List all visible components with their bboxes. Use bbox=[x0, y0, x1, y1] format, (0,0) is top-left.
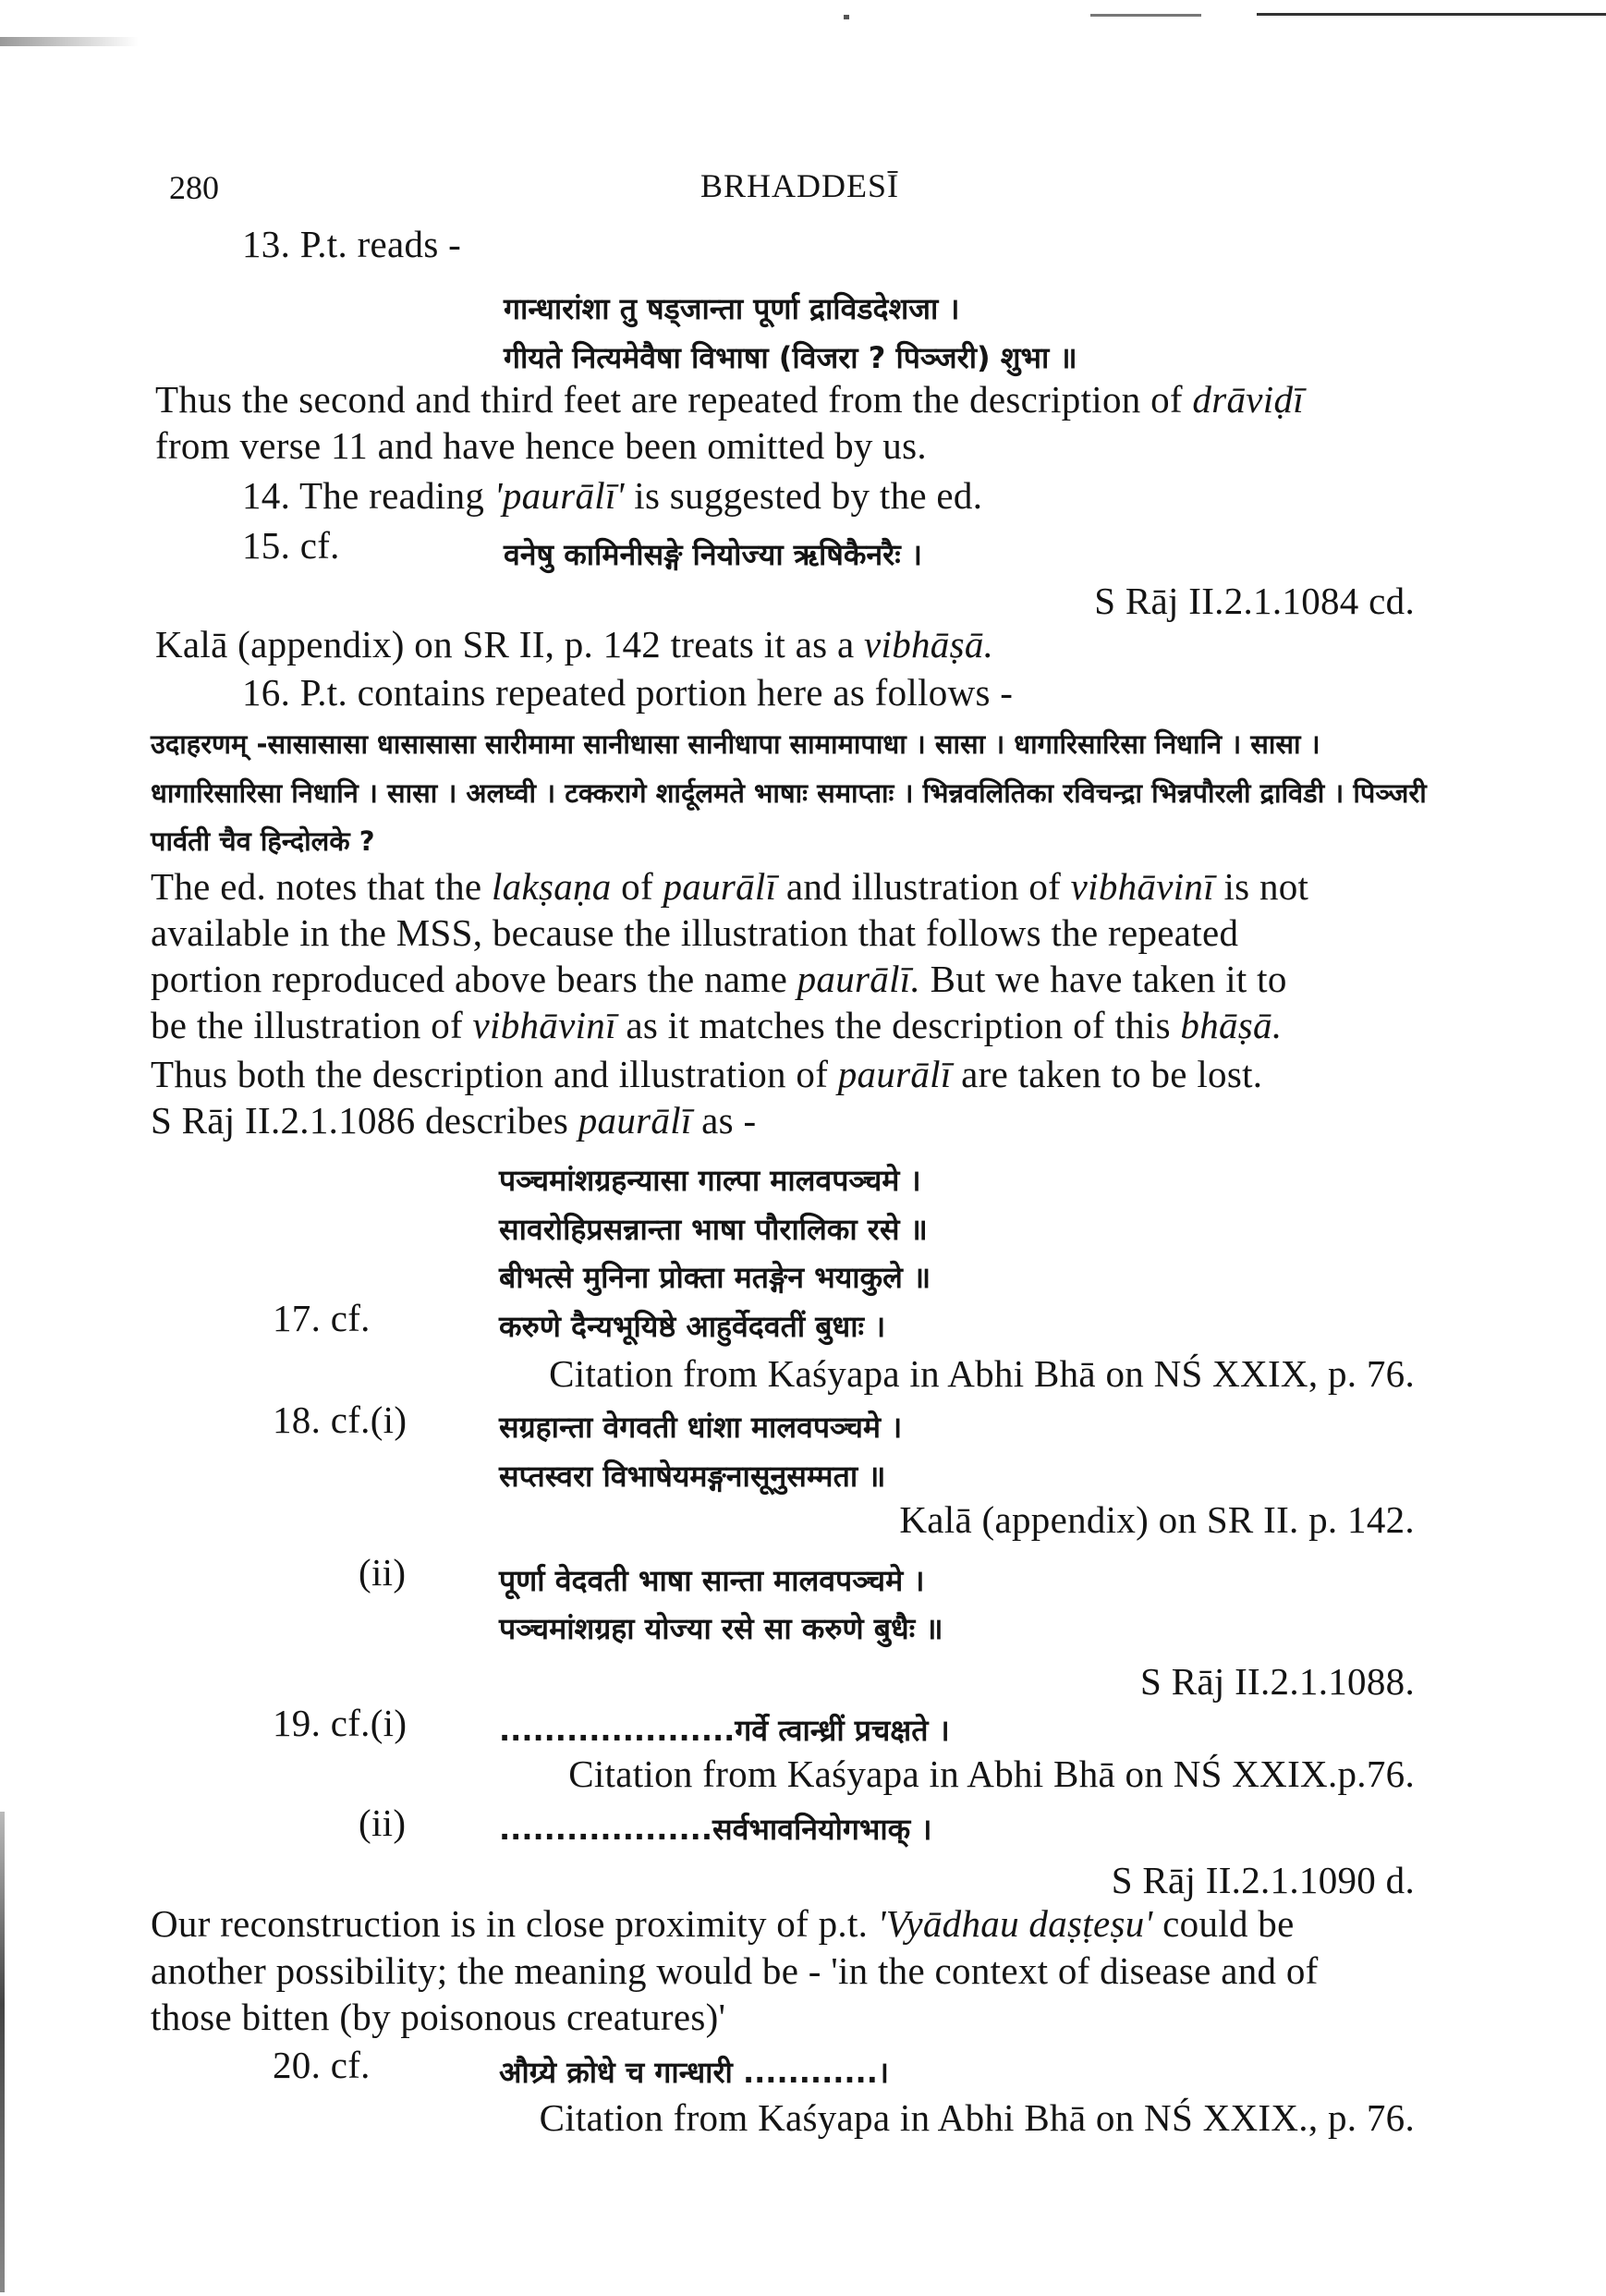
scan-artifact-corner bbox=[0, 37, 139, 46]
paragraph-line: another possibility; the meaning would be - 'in the context of disease and of bbox=[151, 1949, 1319, 1992]
text-run: Thus the second and third feet are repeated from the description of bbox=[155, 378, 1193, 421]
note-16-verse-3: बीभत्से मुनिना प्रोक्ता मतङ्गेन भयाकुले ॥ bbox=[499, 1260, 931, 1295]
paragraph-line bbox=[151, 1003, 1282, 1047]
note-16-sanskrit-line: पार्वती चैव हिन्दोलके ? bbox=[151, 825, 375, 857]
paragraph-line bbox=[155, 377, 1304, 421]
text-run: 14. The reading bbox=[242, 474, 494, 517]
italic-term: drāviḍī bbox=[1192, 378, 1304, 421]
text-run: are taken to be lost. bbox=[951, 1053, 1263, 1095]
paragraph-line bbox=[151, 957, 1287, 1001]
scan-artifact-edge bbox=[0, 1812, 5, 2292]
text-run: is suggested by the ed. bbox=[624, 474, 983, 517]
note-16-verse-2: सावरोहिप्रसन्नान्ता भाषा पौरालिका रसे ॥ bbox=[499, 1212, 928, 1247]
scan-artifact-top-line bbox=[1257, 13, 1606, 16]
note-16-heading: 16. P.t. contains repeated portion here as follows - bbox=[242, 671, 1014, 714]
note-18-kala-reference: Kalā (appendix) on SR II. p. 142. bbox=[899, 1498, 1415, 1541]
note-19-label: 19. cf.(i) bbox=[273, 1702, 408, 1744]
note-18-sub-ii: (ii) bbox=[359, 1551, 407, 1594]
paragraph-line bbox=[155, 622, 993, 666]
note-19-verse-1: .....................गर्वे त्वान्ध्रीं प्रचक्षते । bbox=[499, 1713, 950, 1748]
note-18-label: 18. cf.(i) bbox=[273, 1398, 408, 1441]
paragraph-line bbox=[151, 1052, 1262, 1096]
italic-term: vibhāvinī bbox=[1070, 865, 1214, 908]
note-13-verse-2: गीयते नित्यमेवैषा विभाषा (विजरा ? पिञ्जरी) शुभा ॥ bbox=[504, 340, 1077, 375]
scan-artifact-dash bbox=[1090, 14, 1201, 17]
italic-term: vibhāṣā. bbox=[864, 623, 994, 666]
page-number: 280 bbox=[169, 169, 219, 206]
note-18-verse-1: सग्रहान्ता वेगवती धांशा मालवपञ्चमे । bbox=[499, 1410, 903, 1445]
note-20-label: 20. cf. bbox=[273, 2044, 371, 2086]
text-run: as it matches the description of this bbox=[615, 1004, 1181, 1046]
note-17-label: 17. cf. bbox=[273, 1297, 371, 1339]
text-run: could be bbox=[1152, 1902, 1295, 1945]
note-15-label: 15. cf. bbox=[242, 524, 340, 567]
note-13-verse-1: गान्धारांशा तु षड्जान्ता पूर्णा द्राविडदेशजा । bbox=[504, 291, 960, 326]
note-15-verse: वनेषु कामिनीसङ्गे नियोज्या ऋषिकैनरैः । bbox=[504, 537, 922, 572]
running-title: BRHADDESĪ bbox=[700, 167, 900, 204]
italic-term: 'paurālī' bbox=[493, 474, 625, 517]
note-18-verse-2: सप्तस्वरा विभाषेयमङ्गनासूनुसम्मता ॥ bbox=[499, 1459, 886, 1494]
text-run: be the illustration of bbox=[151, 1004, 473, 1046]
note-18-verse-3: पूर्णा वेदवती भाषा सान्ता मालवपञ्चमे । bbox=[499, 1563, 925, 1598]
note-16-verse-1: पञ्चमांशग्रहन्यासा गाल्पा मालवपञ्चमे । bbox=[499, 1163, 921, 1198]
note-13-heading: 13. P.t. reads - bbox=[242, 223, 462, 265]
text-run: Our reconstruction is in close proximity of p.t. bbox=[151, 1902, 878, 1945]
note-14 bbox=[242, 473, 982, 518]
paragraph-line: available in the MSS, because the illustration that follows the repeated bbox=[151, 911, 1239, 954]
text-run: and illustration of bbox=[776, 865, 1071, 908]
paragraph-line bbox=[151, 1901, 1295, 1946]
text-run: S Rāj II.2.1.1086 describes bbox=[151, 1099, 578, 1142]
note-19-verse-2: ...................सर्वभावनियोगभाक् । bbox=[499, 1812, 932, 1847]
italic-term: paurālī bbox=[578, 1099, 692, 1142]
text-run: Thus both the description and illustration of bbox=[151, 1053, 838, 1095]
note-18-reference: S Rāj II.2.1.1088. bbox=[1140, 1660, 1415, 1703]
note-19-reference: S Rāj II.2.1.1090 d. bbox=[1111, 1859, 1415, 1901]
text-run: Kalā (appendix) on SR II, p. 142 treats it as a bbox=[155, 623, 865, 666]
italic-term: paurālī. bbox=[797, 958, 921, 1000]
text-run: But we have taken it to bbox=[920, 958, 1287, 1000]
text-run: is not bbox=[1213, 865, 1309, 908]
italic-term: vibhāvinī bbox=[472, 1004, 616, 1046]
scan-artifact-dot bbox=[844, 15, 849, 19]
note-19-sub-ii: (ii) bbox=[359, 1801, 407, 1844]
note-19-citation: Citation from Kaśyapa in Abhi Bhā on NŚ XXIX.p.76. bbox=[568, 1753, 1415, 1795]
italic-term: paurālī bbox=[663, 865, 777, 908]
paragraph-line: those bitten (by poisonous creatures)' bbox=[151, 1996, 726, 2038]
italic-term: 'Vyādhau daṣṭeṣu' bbox=[877, 1902, 1153, 1945]
note-16-sanskrit-line: उदाहरणम् -सासासासा धासासासा सारीमामा सानीधासा सानीधापा सामामापाधा । सासा । धागारिसारिसा निधानि । सासा । bbox=[151, 728, 1320, 760]
note-20-verse: औग्र्ये क्रोधे च गान्धारी ............। bbox=[499, 2055, 889, 2090]
note-17-citation: Citation from Kaśyapa in Abhi Bhā on NŚ XXIX, p. 76. bbox=[549, 1352, 1415, 1395]
text-run: of bbox=[611, 865, 663, 908]
text-run: The ed. notes that the bbox=[151, 865, 492, 908]
note-15-reference: S Rāj II.2.1.1084 cd. bbox=[1094, 580, 1415, 622]
paragraph-line bbox=[151, 1098, 756, 1142]
note-20-citation: Citation from Kaśyapa in Abhi Bhā on NŚ XXIX., p. 76. bbox=[539, 2096, 1415, 2139]
italic-term: paurālī bbox=[837, 1053, 952, 1095]
text-run: as - bbox=[691, 1099, 757, 1142]
italic-term: bhāṣā. bbox=[1180, 1004, 1283, 1046]
note-18-verse-4: पञ्चमांशग्रहा योज्या रसे सा करुणे बुधैः ॥ bbox=[499, 1611, 943, 1646]
text-run: portion reproduced above bears the name bbox=[151, 958, 797, 1000]
note-16-sanskrit-line: धागारिसारिसा निधानि । सासा । अलघ्वी । टक्करागे शार्दूलमते भाषाः समाप्ताः । भिन्नवलितिका रविचन्द्रा भिन्नपौरली द्राविडी । पिञ्जरी bbox=[151, 777, 1427, 809]
note-17-verse: करुणे दैन्यभूयिष्ठे आहुर्वेदवतीं बुधाः । bbox=[499, 1309, 886, 1344]
italic-term: lakṣaṇa bbox=[491, 865, 612, 908]
paragraph-line bbox=[151, 864, 1308, 909]
paragraph-line: from verse 11 and have hence been omitted by us. bbox=[155, 424, 927, 467]
